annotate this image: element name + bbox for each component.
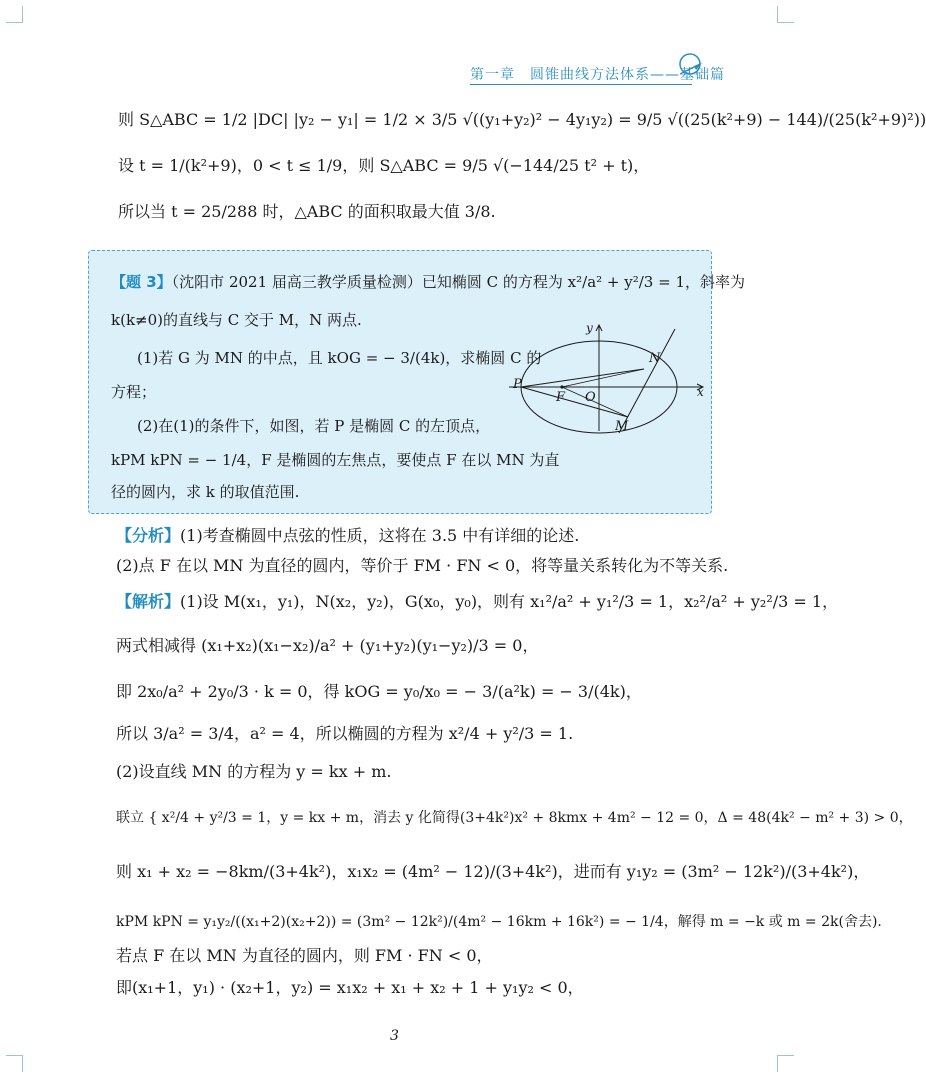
chapter-title: 第一章 圆锥曲线方法体系——基础篇 [470, 67, 725, 83]
ellipse-figure [507, 321, 707, 436]
analysis-text-1: (1)考查椭圆中点弦的性质，这将在 3.5 中有详细的论述. [180, 526, 580, 545]
problem-part2-end: 径的圆内，求 k 的取值范围. [111, 483, 300, 501]
header-ornament-icon [660, 44, 720, 88]
solution-line-7: 则 x₁ + x₂ = −8km/(3+4k²)，x₁x₂ = (4m² − 12)/(3+4k²)，进而有 y₁y₂ = (3m² − 12k²)/(3+4k²)， [116, 862, 870, 881]
problem-part2: (2)在(1)的条件下，如图，若 P 是椭圆 C 的左顶点， [137, 417, 491, 435]
problem-label: 【题 3】 [111, 273, 172, 291]
figure-point-p: P [513, 377, 522, 392]
figure-point-m: M [615, 419, 629, 434]
page-header [470, 58, 725, 88]
solution-line-3: 即 2x₀/a² + 2y₀/3 · k = 0，得 kOG = y₀/x₀ = − 3/(a²k) = − 3/(4k)， [116, 682, 642, 701]
solution-line-4: 所以 3/a² = 3/4，a² = 4，所以椭圆的方程为 x²/4 + y²/3 = 1. [116, 724, 574, 743]
problem-line-2: k(k≠0)的直线与 C 交于 M，N 两点. [111, 311, 362, 329]
top-section [118, 110, 926, 240]
analysis-line-2: (2)点 F 在以 MN 为直径的圆内，等价于 FM · FN < 0，将等量关系转化为不等关系. [116, 556, 729, 575]
crop-mark-top-right [777, 6, 794, 23]
analysis-label: 【分析】 [116, 526, 181, 545]
analysis-section [116, 526, 729, 576]
problem-source: （沈阳市 2021 届高三教学质量检测）已知椭圆 C 的方程为 x²/a² + y²/3 = 1，斜率为 [171, 273, 745, 291]
formula-max-line: 所以当 t = 25/288 时，△ABC 的面积取最大值 3/8. [118, 202, 496, 221]
problem-box [88, 250, 745, 514]
solution-line-8: kPM kPN = y₁y₂/((x₁+2)(x₂+2)) = (3m² − 12k²)/(4m² − 16km + 16k²) = − 1/4，解得 m = −k 或 m = 2k(舍去). [116, 914, 882, 930]
analysis-line-1 [116, 526, 579, 546]
figure-axis-y: y [586, 321, 593, 335]
header-rule [470, 84, 692, 85]
solution-line-1 [116, 592, 838, 612]
solution-line-5: (2)设直线 MN 的方程为 y = kx + m. [116, 762, 392, 781]
solution-line-2: 两式相减得 (x₁+x₂)(x₁−x₂)/a² + (y₁+y₂)(y₁−y₂)/3 = 0， [116, 636, 539, 655]
figure-point-n: N [649, 351, 661, 366]
solution-section [116, 592, 913, 1012]
page-number: 3 [390, 1028, 399, 1044]
crop-mark-bottom-right [777, 1055, 794, 1072]
figure-point-f: F [556, 390, 566, 405]
figure-axis-x: x [697, 385, 704, 399]
formula-area-line: 则 S△ABC = 1/2 |DC| |y₂ − y₁| = 1/2 × 3/5 √((y₁+y₂)² − 4y₁y₂) = 9/5 √((25(k²+9) − 144)/(25(k²+9)²)) [118, 110, 926, 129]
problem-part1: (1)若 G 为 MN 的中点，且 kOG = − 3/(4k)，求椭圆 C 的 [137, 349, 542, 367]
solution-line-6: 联立 { x²/4 + y²/3 = 1，y = kx + m，消去 y 化简得(3+4k²)x² + 8kmx + 4m² − 12 = 0，Δ = 48(4k² − m² + 3) > 0， [116, 810, 913, 826]
solution-text-1: (1)设 M(x₁，y₁)，N(x₂，y₂)，G(x₀，y₀)，则有 x₁²/a² + y₁²/3 = 1，x₂²/a² + y₂²/3 = 1， [180, 592, 839, 611]
solution-line-10: 即(x₁+1，y₁) · (x₂+1，y₂) = x₁x₂ + x₁ + x₂ + 1 + y₁y₂ < 0， [116, 978, 584, 997]
crop-mark-bottom-left [6, 1055, 23, 1072]
solution-label: 【解析】 [116, 592, 181, 611]
problem-part2-condition: kPM kPN = − 1/4，F 是椭圆的左焦点，要使点 F 在以 MN 为直 [111, 451, 560, 469]
crop-mark-top-left [6, 6, 23, 23]
figure-point-o: O [585, 390, 596, 405]
formula-t-line: 设 t = 1/(k²+9)，0 < t ≤ 1/9，则 S△ABC = 9/5 √(−144/25 t² + t)， [118, 156, 650, 175]
solution-line-9: 若点 F 在以 MN 为直径的圆内，则 FM · FN < 0， [116, 946, 493, 965]
problem-line-1 [111, 271, 745, 292]
problem-part1-end: 方程； [111, 383, 157, 401]
